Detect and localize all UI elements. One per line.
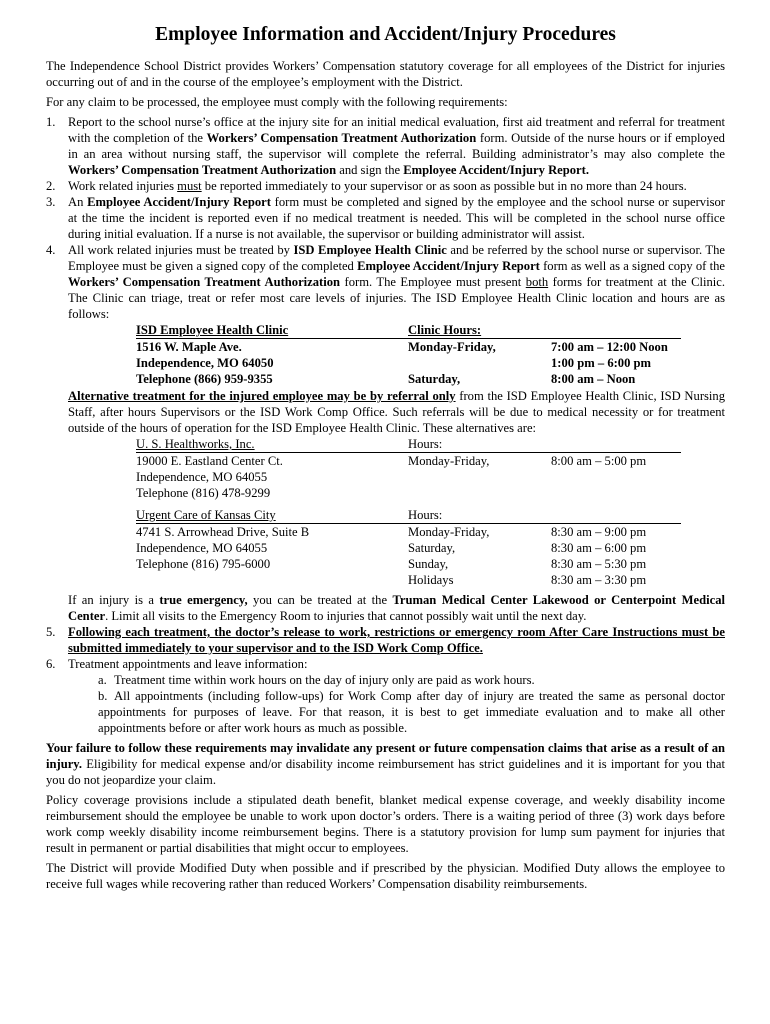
policy-paragraph: Policy coverage provisions include a stipulated death benefit, blanket medical expense coverage, and weekly disability income reimbursement should the employee be unable to work upon doctor’s orders. There is a waiting period of three (3) work days before work comp weekly disability income reimbursement begins. There is a statutory provision for lump sum payment for injuries that result in permanent or partial disabilities that might occur to employees. <box>46 793 725 855</box>
req4-text-e: form. The Employee must present <box>340 275 526 289</box>
req1-bold-form: Workers’ Compensation Treatment Authorization <box>206 131 477 145</box>
req2-text-a: Work related injuries <box>68 179 178 193</box>
us-healthworks-day: Monday-Friday, <box>408 454 490 468</box>
req4-text-a: All work related injuries must be treated by <box>68 243 294 257</box>
requirement-3 <box>46 194 725 242</box>
urgent-care-day-weekday: Monday-Friday, <box>408 525 490 539</box>
urgent-care-phone: Telephone (816) 795-6000 <box>136 557 271 571</box>
requirement-1 <box>46 114 725 178</box>
urgent-care-hours-label: Hours: <box>408 507 681 524</box>
req6-sub-a-text: Treatment time within work hours on the day of injury only are paid as work hours. <box>114 673 535 687</box>
req2-underline-must: must <box>177 179 202 193</box>
clinic-time-saturday: 8:00 am – Noon <box>551 372 636 386</box>
list-number: 4. <box>46 243 56 257</box>
list-number: 5. <box>46 625 56 639</box>
us-healthworks-table <box>136 436 681 501</box>
urgent-care-day-saturday: Saturday, <box>408 541 456 555</box>
us-healthworks-address-2: Independence, MO 64055 <box>136 470 268 484</box>
clinic-day-weekday: Monday-Friday, <box>408 340 496 354</box>
requirements-lead: For any claim to be processed, the employee must comply with the following requirements: <box>46 95 508 109</box>
alternative-text: from the ISD Employee Health Clinic, ISD Nursing Staff, after hours Supervisors or the ISD Work Comp Office. Such referrals will be due to medical necessity or for treatment outside of the hours of operation for the ISD Employee Health Clinic. These alternatives are: <box>68 389 726 435</box>
urgent-care-day-holidays: Holidays <box>408 573 454 587</box>
requirement-5 <box>46 624 725 656</box>
alternative-treatment-paragraph <box>68 388 725 436</box>
clinic-time-afternoon: 1:00 pm – 6:00 pm <box>551 356 652 370</box>
requirement-6 <box>46 656 725 736</box>
emergency-bold-true: true emergency, <box>159 593 248 607</box>
req4-underline-both: both <box>525 275 549 289</box>
requirement-2 <box>46 178 725 194</box>
clinic-hours-label: Clinic Hours: <box>408 323 482 337</box>
failure-paragraph <box>46 740 725 788</box>
urgent-care-address-2: Independence, MO 64055 <box>136 541 268 555</box>
modified-duty-paragraph: The District will provide Modified Duty when possible and if prescribed by the physician. Modified Duty allows the employee to receive full wages while recovering rather than reduced Workers’ Compensation disability reimbursements. <box>46 861 725 891</box>
req4-bold-report: Employee Accident/Injury Report <box>357 259 540 273</box>
emergency-bold-hospitals: Truman Medical Center Lakewood or Centerpoint Medical Center <box>68 593 725 623</box>
isd-clinic-table <box>136 322 681 387</box>
req4-bold-clinic: ISD Employee Health Clinic <box>293 243 447 257</box>
emergency-text-a: If an injury is a <box>68 593 160 607</box>
list-number: 3. <box>46 195 56 209</box>
req4-text-c: and be referred by the school nurse or supervisor. The Employee must be given a signed copy of the completed <box>68 243 726 273</box>
req4-text-d: form as well as a signed copy of the <box>539 259 725 273</box>
emergency-paragraph <box>68 592 725 624</box>
req6-sub-b <box>98 688 725 736</box>
sub-letter: b. <box>98 689 108 703</box>
urgent-care-time-sunday: 8:30 am – 5:30 pm <box>551 557 647 571</box>
requirements-list <box>46 114 725 736</box>
req3-text-c: form must be completed and signed by the employee and the school nurse or supervisor at the time the incident is reported even if no medical treatment is needed. This will be completed in the school nurse office during initial evaluation. If a nurse is not available, the supervisor or building administrator will assist. <box>68 195 725 241</box>
emergency-text-c: you can be treated at the <box>247 593 393 607</box>
list-number: 6. <box>46 657 56 671</box>
emergency-text-d: . Limit all visits to the Emergency Room to injuries that cannot possibly wait until the next day. <box>105 609 587 623</box>
urgent-care-name: Urgent Care of Kansas City <box>136 508 276 522</box>
urgent-care-time-holidays: 8:30 am – 3:30 pm <box>551 573 647 587</box>
urgent-care-day-sunday: Sunday, <box>408 557 449 571</box>
page-title: Employee Information and Accident/Injury Procedures <box>155 24 616 45</box>
clinic-phone: Telephone (866) 959-9355 <box>136 372 273 386</box>
urgent-care-time-weekday: 8:30 am – 9:00 pm <box>551 525 647 539</box>
sub-letter: a. <box>98 673 107 687</box>
req1-bold-form-2: Workers’ Compensation Treatment Authorization <box>68 163 337 177</box>
us-healthworks-address-1: 19000 E. Eastland Center Ct. <box>136 454 283 468</box>
us-healthworks-hours-label: Hours: <box>408 436 681 453</box>
alternative-lead: Alternative treatment for the injured employee may be by referral only <box>68 389 456 403</box>
clinic-name: ISD Employee Health Clinic <box>136 323 289 337</box>
requirement-4 <box>46 242 725 624</box>
list-number: 2. <box>46 179 56 193</box>
req1-text-c: form. Outside of the nurse hours or if employed in an area without nursing staff, the supervisor will complete the referral. Building administrator’s may also complete the <box>68 131 725 161</box>
urgent-care-address-1: 4741 S. Arrowhead Drive, Suite B <box>136 525 310 539</box>
intro-paragraph: The Independence School District provides Workers’ Compensation statutory coverage for all employees of the District for injuries occurring out of and in the course of the employee’s employment with the District. <box>46 59 725 89</box>
clinic-address-1: 1516 W. Maple Ave. <box>136 340 242 354</box>
us-healthworks-time: 8:00 am – 5:00 pm <box>551 454 647 468</box>
list-number: 1. <box>46 115 56 129</box>
req6-sub-a <box>98 672 725 688</box>
req3-bold-report: Employee Accident/Injury Report <box>87 195 271 209</box>
req6-text: Treatment appointments and leave information: <box>68 657 308 671</box>
req1-text-a: Report to the school nurse’s office at the injury site for an initial medical evaluation, first aid treatment and referral for treatment with the completion of the <box>68 115 725 145</box>
clinic-day-saturday: Saturday, <box>408 372 461 386</box>
failure-text: Eligibility for medical expense and/or disability income reimbursement has strict guidelines and it is important for you that you do not jeopardize your claim. <box>46 757 725 787</box>
urgent-care-time-saturday: 8:30 am – 6:00 pm <box>551 541 647 555</box>
req6-sub-b-text: All appointments (including follow-ups) for Work Comp after day of injury are treated the same as personal doctor appointments for purposes of leave. For that reason, it is best to get immediate evaluation and to make all other appointments before or after work hours as much as possible. <box>98 689 725 735</box>
us-healthworks-name: U. S. Healthworks, Inc. <box>136 437 255 451</box>
req1-bold-report: Employee Accident/Injury Report. <box>403 163 589 177</box>
req5-text: Following each treatment, the doctor’s release to work, restrictions or emergency room After Care Instructions must be submitted immediately to your supervisor and to the ISD Work Comp Office. <box>68 625 725 655</box>
failure-bold: Your failure to follow these requirements may invalidate any present or future compensation claims that arise as a result of an injury. <box>46 741 725 771</box>
urgent-care-table <box>136 507 681 588</box>
req4-text-f: forms for treatment at the Clinic. The Clinic can triage, treat or refer most care levels of injuries. The ISD Employee Health Clinic location and hours are as follows: <box>68 275 725 321</box>
req3-text-a: An <box>68 195 88 209</box>
req4-bold-authorization: Workers’ Compensation Treatment Authorization <box>68 275 341 289</box>
clinic-address-2: Independence, MO 64050 <box>136 356 274 370</box>
req1-text-d: and sign the <box>336 163 404 177</box>
clinic-time-morning: 7:00 am – 12:00 Noon <box>551 340 668 354</box>
req2-text-b: be reported immediately to your supervisor or as soon as possible but in no more than 24 hours. <box>201 179 687 193</box>
us-healthworks-phone: Telephone (816) 478-9299 <box>136 486 271 500</box>
